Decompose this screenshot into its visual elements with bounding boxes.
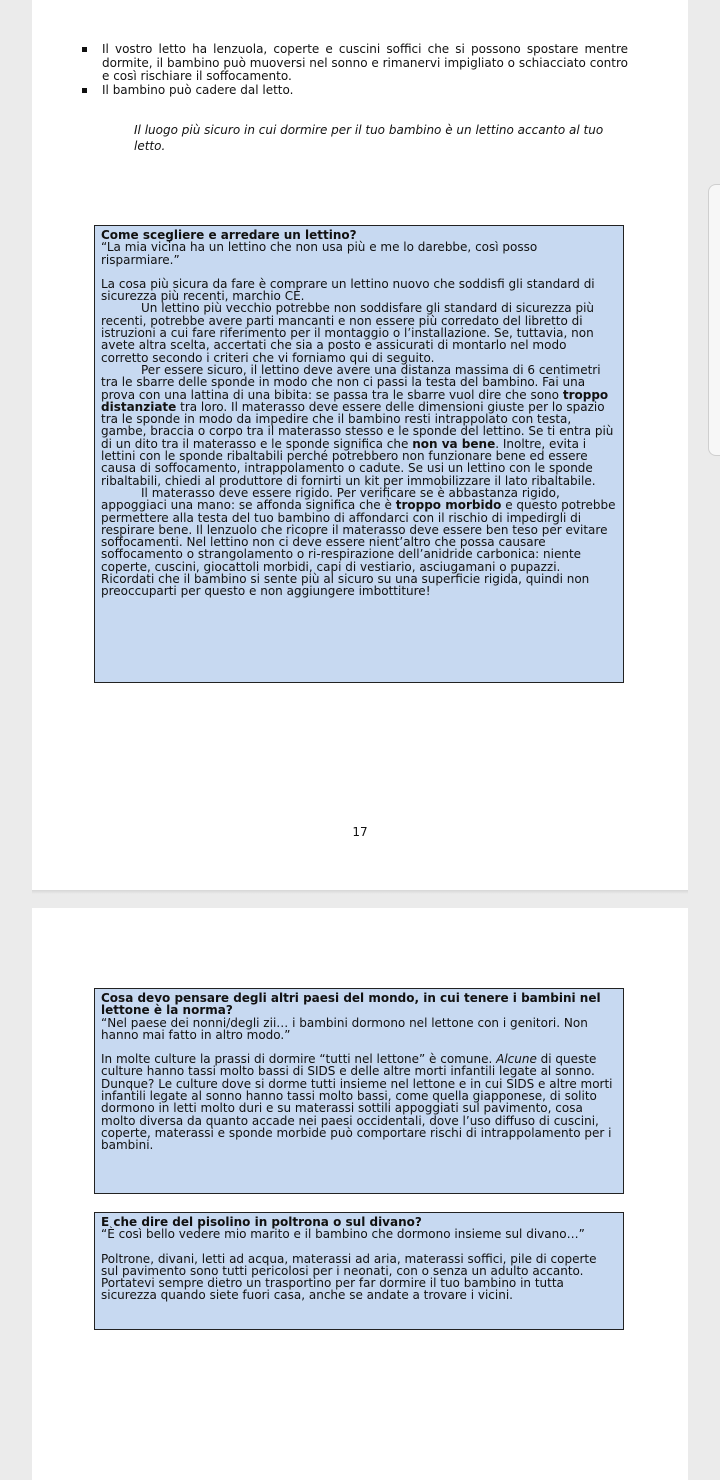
box-paragraph [101, 487, 617, 598]
text-run: Il materasso deve essere rigido. Per verificare se è abbastanza rigido, appoggiaci una mano: se affonda significa che è [101, 485, 560, 513]
bold-text: troppo distanziate [101, 387, 609, 414]
info-box-other-countries [94, 988, 624, 1194]
page-number: 17 [352, 825, 368, 839]
box-paragraph [101, 364, 617, 487]
text-run: tra loro. Il materasso deve essere delle dimensioni giuste per lo spazio tra le sponde in modo da impedire che il bambino resti intrappolato con testa, gambe, braccia o corpo tra il materasso stesso e le sponde del lettino. Se ti entra più di un dito tra il materasso e le sponde significa che [101, 399, 614, 451]
bullet-square-icon [82, 88, 87, 93]
scroll-handle[interactable] [708, 184, 720, 456]
box-quote: “È così bello vedere mio marito e il bambino che dormono insieme sul divano…” [101, 1227, 585, 1242]
list-item-text: Il bambino può cadere dal letto. [102, 82, 294, 97]
list-item [82, 43, 628, 84]
list-item-text: Il vostro letto ha lenzuola, coperte e cuscini soffici che si possono spostare mentre dormite, il bambino può muoversi nel sonno e rimanervi impigliato o schiacciato contro e così rischiare il soffocamento. [102, 42, 628, 84]
bullet-list [82, 43, 628, 97]
box-title: E che dire del pisolino in poltrona o sul divano? [101, 1215, 422, 1229]
text-run: e questo potrebbe permettere alla testa del tuo bambino di affondarci con il rischio di impedirgli di respirare bene. Il lenzuolo che ricopre il materasso deve essere ben teso per evitare soffocamenti. Nel lettino non ci deve essere nient’altro che possa causare soffocamento o strangolamento o ri-respirazione dell’anidride carbonica: niente coperte, cuscini, giocattoli morbidi, capi di vestiario, asciugamani o pupazzi. Ricordati che il bambino si sente più al sicuro su una superficie rigida, quindi non preoccuparti per questo e non aggiungere imbottiture! [101, 498, 616, 599]
box-quote: “La mia vicina ha un lettino che non usa più e me lo darebbe, così posso risparmiare.” [101, 240, 538, 267]
box-title: Cosa devo pensare degli altri paesi del mondo, in cui tenere i bambini nel lettone è la norma? [101, 991, 601, 1018]
bold-text: troppo morbido [395, 498, 502, 513]
text-run: In molte culture la prassi di dormire “tutti nel lettone” è comune. [101, 1052, 497, 1067]
italic-text: Alcune [496, 1052, 537, 1067]
bullet-square-icon [82, 47, 87, 52]
text-run: . Inoltre, evita i lettini con le sponde ribaltabili perché potrebbero non funzionare bene ed essere causa di soffocamento, intrappolamento o cadute. Se usi un lettino con le sponde ribaltabili, chiedi al produttore di fornirti un kit per immobilizzare il lato ribaltabile. [101, 436, 596, 488]
info-box-crib [94, 225, 624, 683]
safety-note: Il luogo più sicuro in cui dormire per il tuo bambino è un lettino accanto al tuo letto. [134, 123, 604, 153]
page-divider [32, 890, 688, 894]
bold-text: non va bene [412, 436, 496, 451]
box-title: Come scegliere e arredare un lettino? [101, 228, 357, 242]
list-item [82, 84, 628, 98]
text-run: di queste culture hanno tassi molto bassi di SIDS e delle altre morti infantili legate al sonno. Dunque? Le culture dove si dorme tutti insieme nel lettone e in cui SIDS e altre morti infantili legate al sonno hanno tassi molto bassi, come quella giapponese, di solito dormono in letti molto duri e su materassi sottili appoggiati sul pavimento, cosa molto diversa da quanto accade nei paesi occidentali, dove l’uso diffuso di cuscini, coperte, materassi e sponde morbide può comportare rischi di intrappolamento per i bambini. [101, 1052, 613, 1153]
info-box-sofa-nap [94, 1212, 624, 1330]
box-paragraph: La cosa più sicura da fare è comprare un lettino nuovo che soddisfi gli standard di sicurezza più recenti, marchio CE. [101, 276, 595, 304]
box-paragraph: Poltrone, divani, letti ad acqua, materassi ad aria, materassi soffici, pile di coperte sul pavimento sono tutti pericolosi per i neonati, con o senza un adulto accanto. Portatevi sempre dietro un trasportino per far dormire il tuo bambino in tutta sicurezza quando siete fuori casa, anche se andate a trovare i vicini. [101, 1251, 597, 1303]
box-paragraph [101, 1053, 617, 1151]
text-run: Per essere sicuro, il lettino deve avere una distanza massima di 6 centimetri tra le sbarre delle sponde in modo che non ci passi la testa del bambino. Fai una prova con una lattina di una bibita: se passa tra le sbarre vuol dire che sono [101, 362, 601, 402]
box-paragraph: Un lettino più vecchio potrebbe non soddisfare gli standard di sicurezza più recenti, potrebbe avere parti mancanti e non essere più corredato del libretto di istruzioni a cui fare riferimento per il montaggio o l’installazione. Se, tuttavia, non avete altra scelta, accertati che sia a posto e assicurati di montarlo nel modo corretto secondo i criteri che vi forniamo qui di seguito. [101, 301, 595, 365]
box-quote: “Nel paese dei nonni/degli zii… i bambini dormono nel lettone con i genitori. Non hanno mai fatto in altro modo.” [101, 1015, 588, 1042]
